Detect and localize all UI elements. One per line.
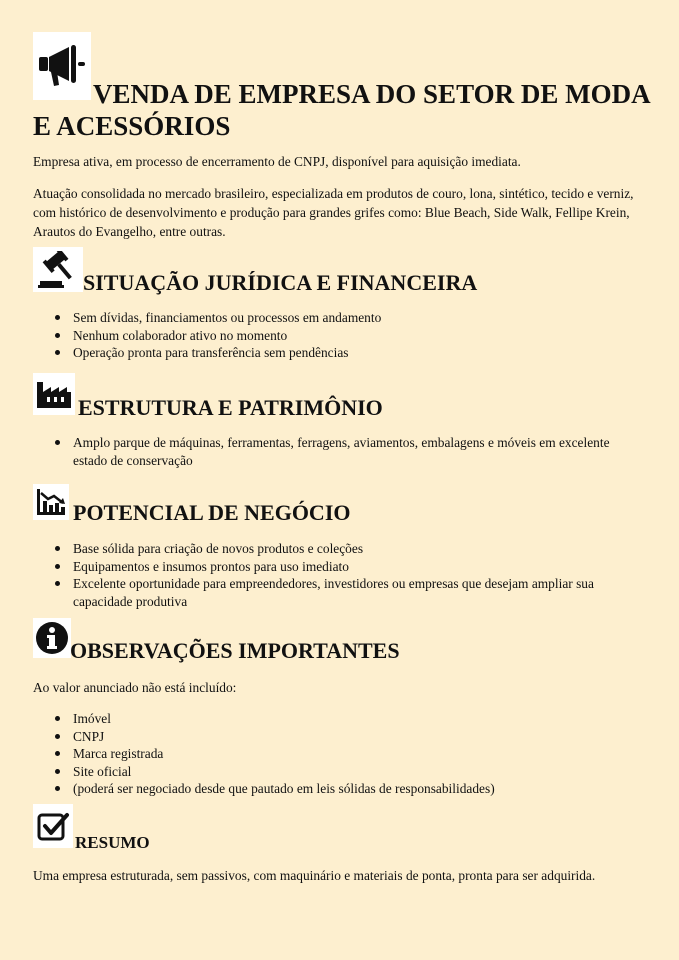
list-item: Sem dívidas, financiamentos ou processos em andamento: [33, 309, 653, 327]
estrutura-list: [33, 434, 633, 469]
list-item: Excelente oportunidade para empreendedores, investidores ou empresas que desejam ampliar sua capacidade produtiva: [33, 575, 633, 610]
potencial-list: [33, 540, 633, 610]
factory-icon: [33, 373, 75, 415]
info-icon: [33, 618, 71, 658]
list-item: Amplo parque de máquinas, ferramentas, ferragens, aviamentos, embalagens e móveis em excelente estado de conservação: [33, 434, 633, 469]
observacoes-intro: Ao valor anunciado não está incluído:: [33, 680, 237, 695]
section-heading-potencial: POTENCIAL DE NEGÓCIO: [73, 500, 351, 525]
juridica-list: [33, 309, 653, 362]
section-heading-resumo: RESUMO: [75, 833, 150, 852]
list-item: Operação pronta para transferência sem pendências: [33, 344, 653, 362]
observacoes-list: [33, 710, 633, 798]
list-item: Marca registrada: [33, 745, 633, 763]
checkbox-icon: [33, 804, 73, 848]
intro-paragraph-1: Empresa ativa, em processo de encerramento de CNPJ, disponível para aquisição imediata.: [33, 154, 521, 169]
list-item: (poderá ser negociado desde que pautado em leis sólidas de responsabilidades): [33, 780, 633, 798]
resumo-text: Uma empresa estruturada, sem passivos, com maquinário e materiais de ponta, pronta para ser adquirida.: [33, 868, 596, 883]
gavel-icon: [33, 247, 83, 292]
section-heading-juridica: SITUAÇÃO JURÍDICA E FINANCEIRA: [83, 270, 478, 295]
list-item: Site oficial: [33, 763, 633, 781]
list-item: CNPJ: [33, 728, 633, 746]
list-item: Nenhum colaborador ativo no momento: [33, 327, 653, 345]
list-item: Imóvel: [33, 710, 633, 728]
list-item: Equipamentos e insumos prontos para uso imediato: [33, 558, 633, 576]
list-item: Base sólida para criação de novos produtos e coleções: [33, 540, 633, 558]
section-heading-estrutura: ESTRUTURA E PATRIMÔNIO: [78, 395, 383, 420]
intro-paragraph-2: Atuação consolidada no mercado brasileiro, especializada em produtos de couro, lona, sintético, tecido e verniz, com histórico de desenvolvimento e produção para grandes grifes como: Blue Beach, Side Walk, Fellipe Krein, Arautos do Evangelho, entre outras.: [33, 186, 634, 239]
page-title: VENDA DE EMPRESA DO SETOR DE MODA E ACESSÓRIOS: [33, 79, 650, 141]
chart-icon: [33, 484, 69, 520]
section-heading-observacoes: OBSERVAÇÕES IMPORTANTES: [70, 638, 400, 663]
